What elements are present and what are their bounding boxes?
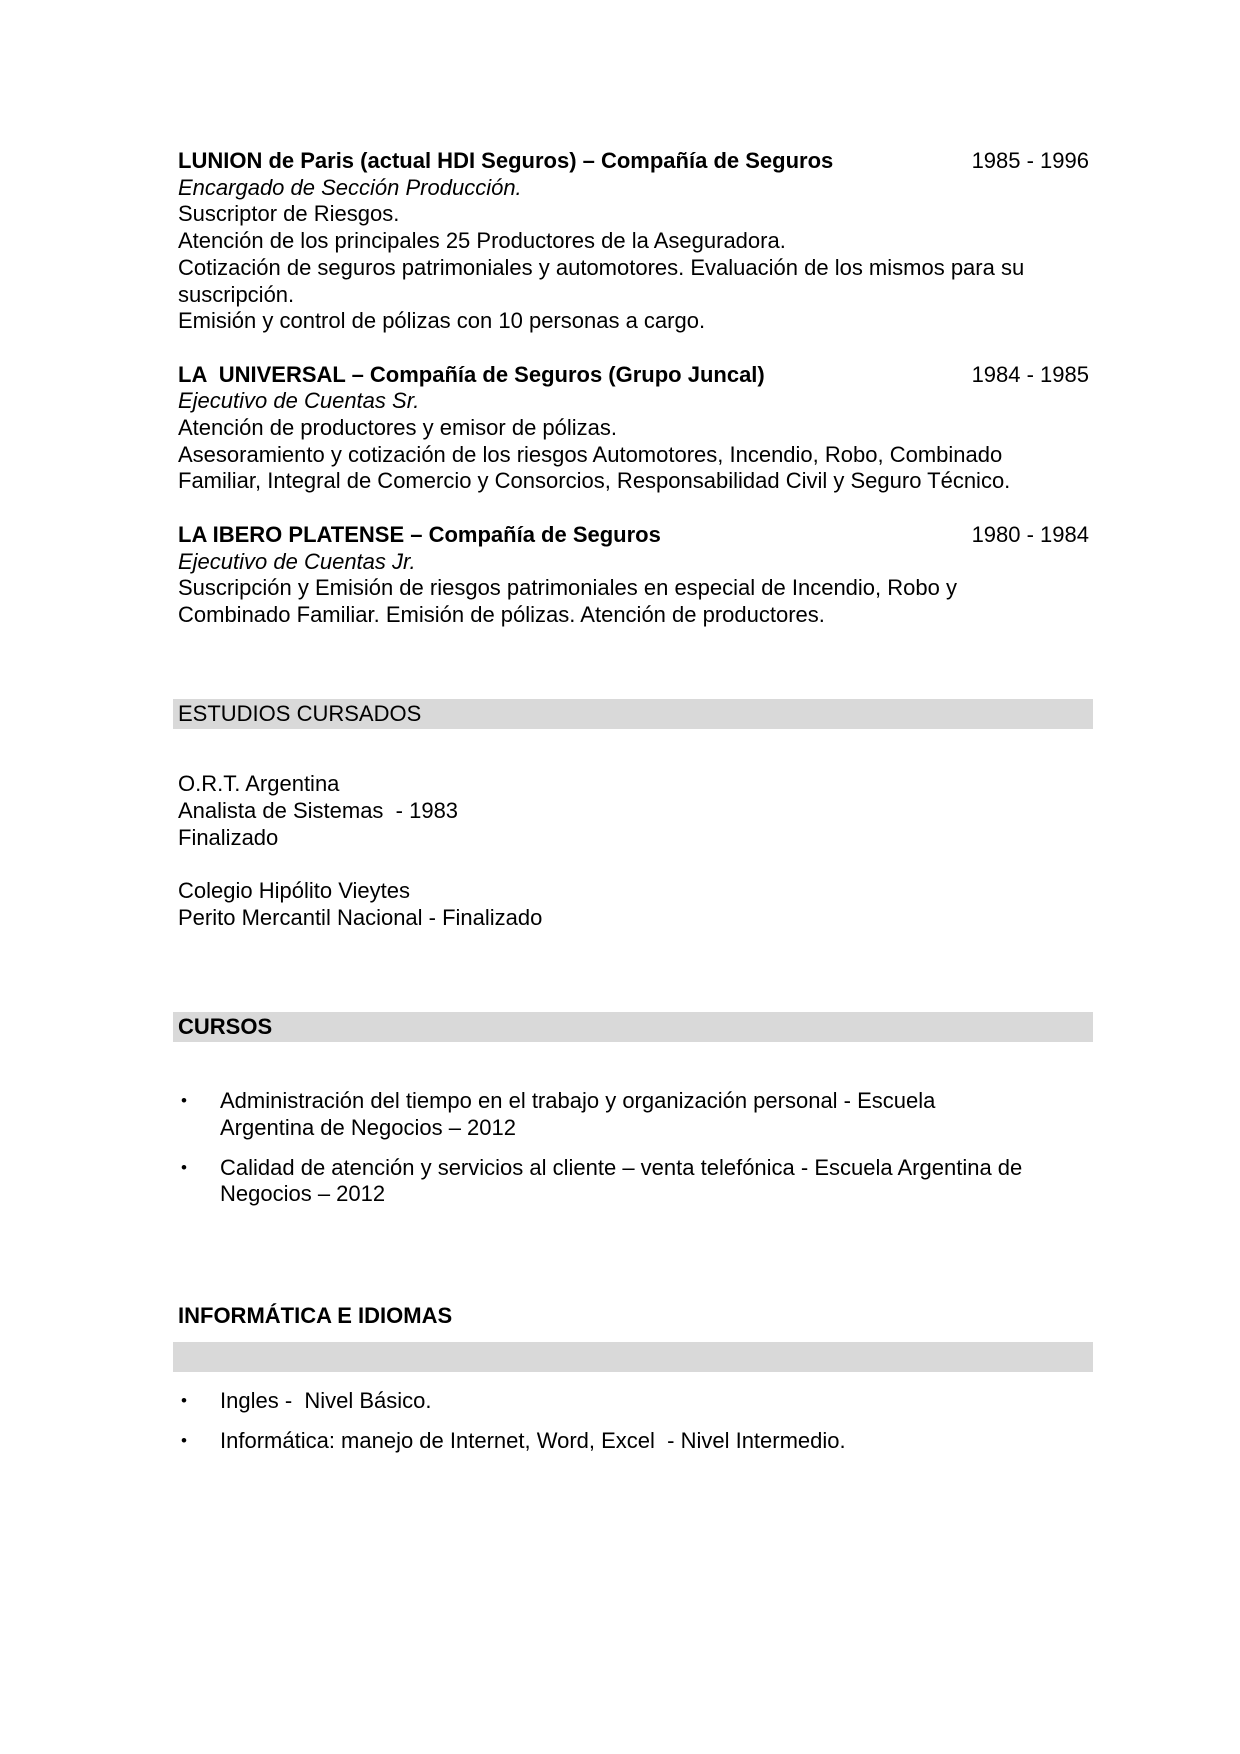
job-header bbox=[178, 148, 1089, 175]
company-title: LA UNIVERSAL – Compañía de Seguros (Grupo Juncal) bbox=[178, 361, 765, 387]
section-title: ESTUDIOS CURSADOS bbox=[178, 700, 422, 726]
bullet-text bbox=[220, 1428, 1089, 1455]
date-range: 1985 - 1996 bbox=[971, 148, 1089, 173]
bullet-line: Negocios – 2012 bbox=[220, 1181, 386, 1207]
education-line: O.R.T. Argentina bbox=[178, 771, 340, 797]
date-range: 1984 - 1985 bbox=[971, 361, 1089, 387]
bullet-icon: • bbox=[181, 1157, 187, 1177]
job-header bbox=[178, 522, 1089, 549]
education-entry bbox=[178, 878, 1089, 931]
bullet-line: Argentina de Negocios – 2012 bbox=[220, 1114, 516, 1140]
bullet-text bbox=[220, 1155, 1089, 1208]
company-title: LUNION de Paris (actual HDI Seguros) – Compañía de Seguros bbox=[178, 148, 834, 173]
bullet-line: Ingles - Nivel Básico. bbox=[220, 1388, 432, 1414]
job-line: Combinado Familiar. Emisión de pólizas. Atención de productores. bbox=[178, 601, 825, 627]
informatica-list bbox=[178, 1388, 1089, 1454]
cursos-list bbox=[178, 1088, 1089, 1208]
bullet-icon: • bbox=[181, 1391, 187, 1411]
education-line: Perito Mercantil Nacional - Finalizado bbox=[178, 904, 543, 930]
job-entry bbox=[178, 148, 1089, 335]
bullet-text bbox=[220, 1388, 1089, 1415]
job-entry bbox=[178, 522, 1089, 629]
date-range: 1980 - 1984 bbox=[971, 521, 1089, 547]
bullet-line: Informática: manejo de Internet, Word, Excel - Nivel Intermedio. bbox=[220, 1428, 846, 1454]
bullet-item bbox=[178, 1155, 1089, 1208]
job-line: Atención de los principales 25 Productores de la Aseguradora. bbox=[178, 228, 786, 254]
empty-section-bar bbox=[173, 1342, 1093, 1373]
job-line: Atención de productores y emisor de pólizas. bbox=[178, 415, 618, 441]
job-line: Asesoramiento y cotización de los riesgos Automotores, Incendio, Robo, Combinado bbox=[178, 441, 1003, 467]
bullet-item bbox=[178, 1428, 1089, 1455]
job-line: Emisión y control de pólizas con 10 personas a cargo. bbox=[178, 308, 706, 334]
job-line: Suscriptor de Riesgos. bbox=[178, 201, 400, 227]
page-content bbox=[178, 148, 1089, 1455]
subsection-heading: INFORMÁTICA E IDIOMAS bbox=[178, 1303, 453, 1329]
education-line: Finalizado bbox=[178, 824, 279, 850]
job-entry bbox=[178, 362, 1089, 496]
bullet-icon: • bbox=[181, 1431, 187, 1451]
role-title: Ejecutivo de Cuentas Jr. bbox=[178, 548, 416, 574]
job-line: Suscripción y Emisión de riesgos patrimoniales en especial de Incendio, Robo y bbox=[178, 575, 957, 601]
role-title: Ejecutivo de Cuentas Sr. bbox=[178, 388, 420, 414]
job-line: Cotización de seguros patrimoniales y automotores. Evaluación de los mismos para su bbox=[178, 254, 1025, 280]
job-header bbox=[178, 362, 1089, 389]
job-line: Familiar, Integral de Comercio y Consorcios, Responsabilidad Civil y Seguro Técnico. bbox=[178, 468, 1011, 494]
section-bar-cursos bbox=[173, 1012, 1093, 1043]
bullet-line: Administración del tiempo en el trabajo y organización personal - Escuela bbox=[220, 1088, 936, 1114]
bullet-line: Calidad de atención y servicios al cliente – venta telefónica - Escuela Argentina de bbox=[220, 1154, 1023, 1180]
bullet-item bbox=[178, 1088, 1089, 1141]
bullet-text bbox=[220, 1088, 1089, 1141]
education-line: Analista de Sistemas - 1983 bbox=[178, 798, 459, 824]
job-line: suscripción. bbox=[178, 281, 295, 307]
bullet-icon: • bbox=[181, 1091, 187, 1111]
education-entry bbox=[178, 771, 1089, 851]
bullet-item bbox=[178, 1388, 1089, 1415]
section-bar-estudios bbox=[173, 699, 1093, 730]
role-title: Encargado de Sección Producción. bbox=[178, 174, 522, 200]
education-line: Colegio Hipólito Vieytes bbox=[178, 878, 410, 904]
company-title: LA IBERO PLATENSE – Compañía de Seguros bbox=[178, 521, 661, 547]
section-title: CURSOS bbox=[178, 1013, 273, 1039]
